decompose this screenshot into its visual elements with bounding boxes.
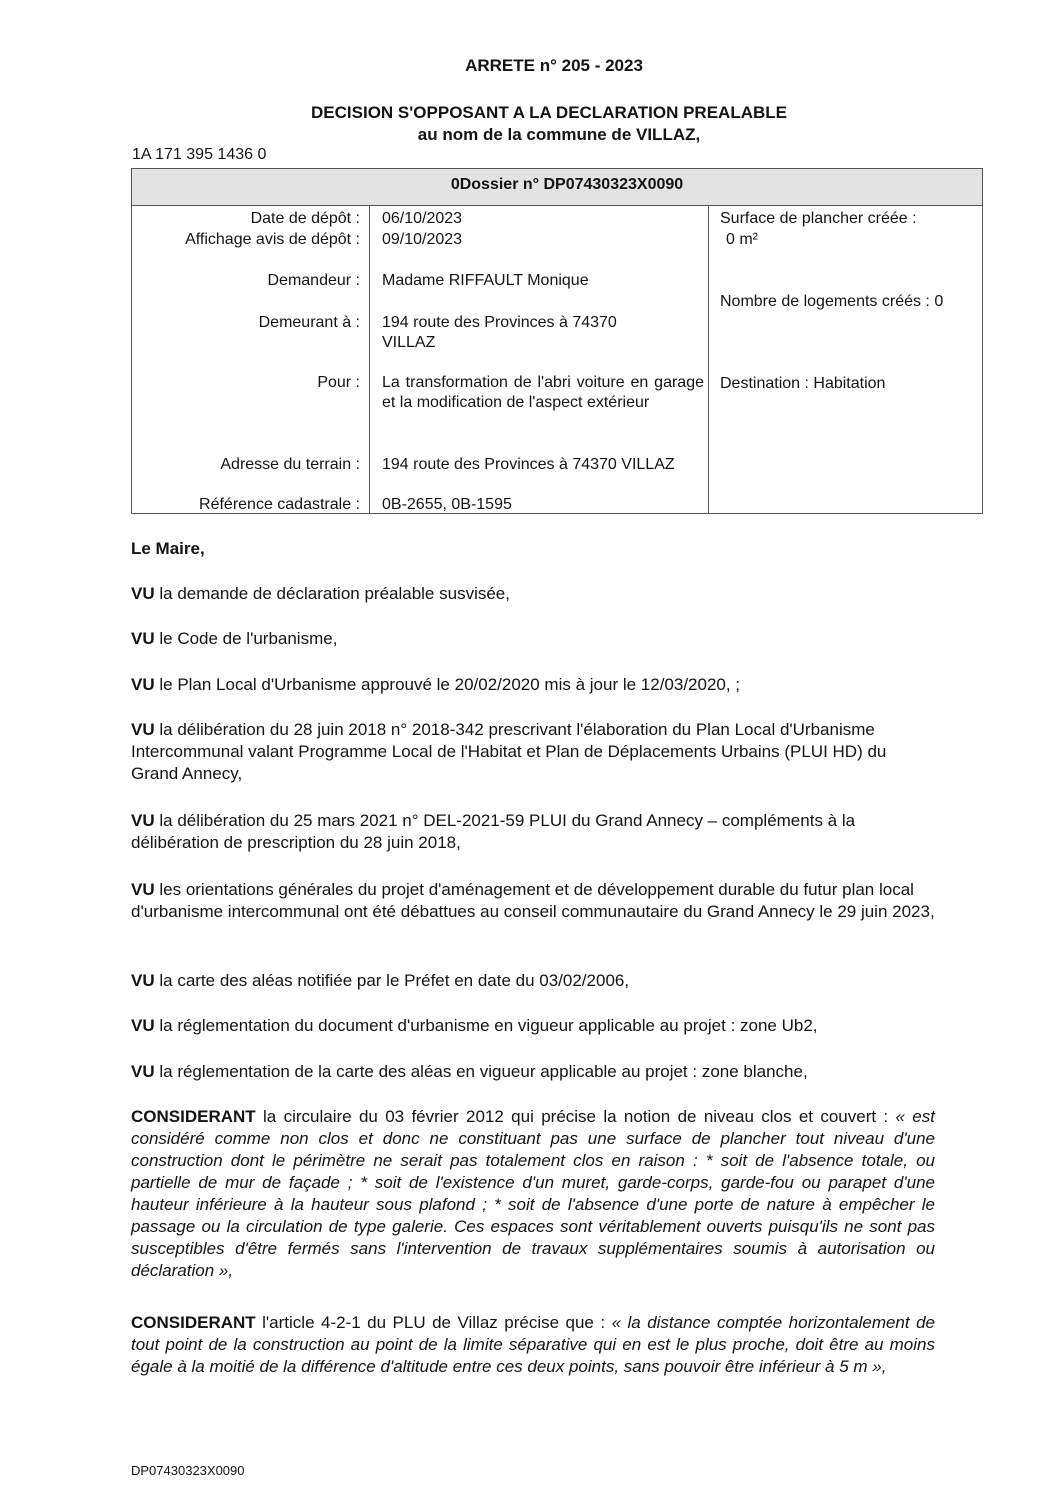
demandeur-value: Madame RIFFAULT Monique	[382, 272, 589, 289]
surface-value: 0 m²	[726, 231, 758, 248]
cadastre-value: 0B-2655, 0B-1595	[382, 496, 512, 513]
arrete-title: ARRETE n° 205 - 2023	[465, 56, 643, 75]
vu-paragraph: VU la délibération du 25 mars 2021 n° DEL-2021-59 PLUI du Grand Annecy – compléments à la délibération de prescription du 28 juin 2018,	[131, 811, 856, 852]
logements-value: Nombre de logements créés : 0	[720, 293, 944, 310]
decision-subtitle: au nom de la commune de VILLAZ,	[417, 125, 701, 144]
demandeur-label: Demandeur :	[267, 272, 360, 289]
demeurant-line2: VILLAZ	[382, 334, 436, 351]
table-divider	[369, 205, 370, 513]
dossier-table	[131, 168, 983, 514]
decision-title: DECISION S'OPPOSANT A LA DECLARATION PREALABLE	[311, 103, 787, 122]
pour-label: Pour :	[317, 374, 360, 391]
footer-reference: DP07430323X0090	[131, 1463, 245, 1478]
surface-label: Surface de plancher créée :	[720, 210, 917, 227]
vu-paragraph: VU les orientations générales du projet d'aménagement et de développement durable du futur plan local d'urbanisme intercommunal ont été débattues au conseil communautaire du Grand Annecy le 29 juin 2023,	[131, 880, 935, 921]
destination-value: Destination : Habitation	[720, 375, 886, 392]
affichage-value: 09/10/2023	[382, 231, 463, 248]
cadastre-label: Référence cadastrale :	[199, 496, 360, 513]
considerant-paragraph: CONSIDERANT la circulaire du 03 février 2012 qui précise la notion de niveau clos et couvert : « est considéré comme non clos et donc ne constituant pas une surface de plancher tout niveau d'une construction dont le périmètre ne serait pas totalement clos en raison : * soit de l'absence totale, ou partielle de mur de façade ; * soit de l'existence d'un muret, garde-corps, garde-fou ou parapet d'une hauteur inférieure à la hauteur sous plafond ; * soit de l'absence d'une porte de nature à empêcher le passage ou la circulation de type galerie. Ces espaces sont véritablement ouverts puisqu'ils ne sont pas susceptibles d'être fermés sans l'intervention de travaux supplémentaires soumis à autorisation ou déclaration »,	[131, 1107, 935, 1280]
vu-paragraph: VU la carte des aléas notifiée par le Préfet en date du 03/02/2006,	[131, 971, 630, 990]
vu-paragraph: VU la réglementation du document d'urbanisme en vigueur applicable au projet : zone Ub2,	[131, 1016, 818, 1035]
date-depot-label: Date de dépôt :	[250, 210, 360, 227]
vu-paragraph: VU la délibération du 28 juin 2018 n° 2018-342 prescrivant l'élaboration du Plan Local d'Urbanisme Intercommunal valant Programme Local de l'Habitat et Plan de Déplacements Urbains (PLUI HD) du Grand Annecy,	[131, 720, 887, 783]
dossier-title: 0Dossier n° DP07430323X0090	[132, 169, 982, 206]
adresse-label: Adresse du terrain :	[220, 456, 360, 473]
adresse-value: 194 route des Provinces à 74370 VILLAZ	[382, 456, 675, 473]
demeurant-line1: 194 route des Provinces à 74370	[382, 314, 617, 331]
vu-paragraph: VU le Plan Local d'Urbanisme approuvé le 20/02/2020 mis à jour le 12/03/2020, ;	[131, 675, 741, 694]
considerant-paragraph: CONSIDERANT l'article 4-2-1 du PLU de Villaz précise que : « la distance comptée horizontalement de tout point de la construction au point de la limite séparative qui en est le plus proche, doit être au moins égale à la moitié de la différence d'altitude entre ces deux points, sans pouvoir être inférieur à 5 m »,	[131, 1313, 935, 1376]
affichage-label: Affichage avis de dépôt :	[185, 231, 360, 248]
vu-paragraph: VU la réglementation de la carte des aléas en vigueur applicable au projet : zone blanche,	[131, 1062, 808, 1081]
date-depot-value: 06/10/2023	[382, 210, 463, 227]
reference-number: 1A 171 395 1436 0	[132, 146, 267, 163]
vu-paragraph: VU la demande de déclaration préalable susvisée,	[131, 584, 510, 603]
pour-value: La transformation de l'abri voiture en garage et la modification de l'aspect extérieur	[382, 374, 704, 411]
vu-paragraph: VU le Code de l'urbanisme,	[131, 629, 338, 648]
demeurant-label: Demeurant à :	[258, 314, 360, 331]
maire-heading: Le Maire,	[131, 539, 205, 558]
